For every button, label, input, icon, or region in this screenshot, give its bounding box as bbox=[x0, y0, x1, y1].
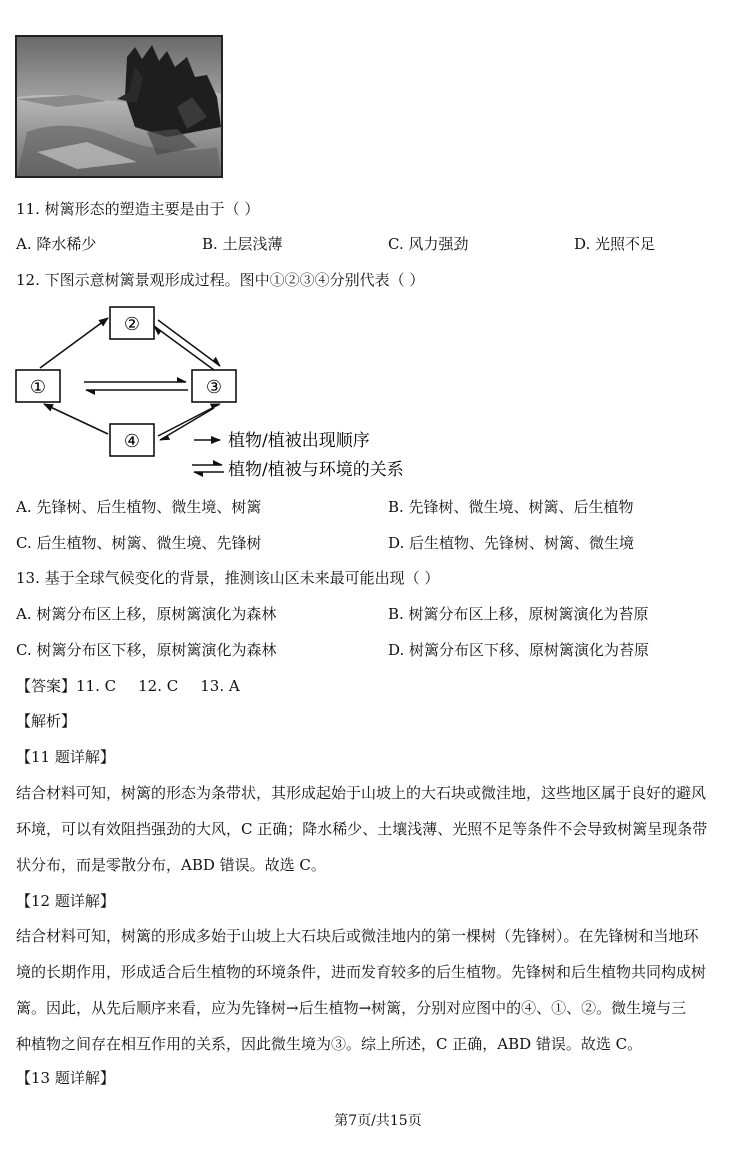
answer-11: 11. C bbox=[76, 677, 117, 695]
q12-option-a: A. 先锋树、后生植物、微生境、树篱 bbox=[16, 498, 262, 516]
q11-option-d: D. 光照不足 bbox=[574, 235, 656, 253]
question-12-stem: 12. 下图示意树篱景观形成过程。图中①②③④分别代表（ ） bbox=[16, 271, 425, 289]
node-label-4: ④ bbox=[123, 431, 141, 452]
node-label-1: ① bbox=[29, 377, 47, 398]
arrow-4-to-1 bbox=[44, 404, 108, 434]
q12-option-c: C. 后生植物、树篱、微生境、先锋树 bbox=[16, 534, 262, 552]
hedgerow-photo-image bbox=[17, 37, 221, 176]
legend-relation-label: 植物/植被与环境的关系 bbox=[228, 460, 404, 480]
detail-11-body bbox=[16, 775, 752, 883]
arrow-1-to-2 bbox=[40, 318, 108, 368]
detail-12-line-1: 结合材料可知，树篱的形成多始于山坡上大石块后或微洼地内的第一棵树（先锋树）。在先锋树和当地环 bbox=[16, 927, 699, 945]
detail-11-title: 【11 题详解】 bbox=[16, 748, 115, 766]
q11-option-b: B. 土层浅薄 bbox=[202, 235, 283, 253]
answer-13: 13. A bbox=[200, 677, 240, 695]
landscape-photo bbox=[15, 35, 223, 178]
answer-label: 【答案】 bbox=[16, 677, 77, 695]
q13-option-c: C. 树篱分布区下移，原树篱演化为森林 bbox=[16, 641, 277, 659]
q11-option-a: A. 降水稀少 bbox=[16, 235, 97, 253]
q13-option-a: A. 树篱分布区上移，原树篱演化为森林 bbox=[16, 605, 277, 623]
detail-12-title: 【12 题详解】 bbox=[16, 892, 115, 910]
relation-4-to-3 bbox=[158, 404, 220, 436]
q12-option-b: B. 先锋树、微生境、树篱、后生植物 bbox=[388, 498, 634, 516]
q13-option-d: D. 树篱分布区下移、原树篱演化为苔原 bbox=[388, 641, 650, 659]
legend-sequence-label: 植物/植被出现顺序 bbox=[228, 431, 370, 451]
detail-12-line-4: 种植物之间存在相互作用的关系，因此微生境为③。综上所述，C 正确，ABD 错误。故选 C。 bbox=[16, 1035, 643, 1053]
detail-11-line-3: 状分布，而是零散分布，ABD 错误。故选 C。 bbox=[16, 856, 326, 874]
detail-12-line-2: 境的长期作用，形成适合后生植物的环境条件，进而发育较多的后生植物。先锋树和后生植物共同构成树 bbox=[16, 963, 707, 981]
answer-line bbox=[16, 676, 240, 696]
relation-3-to-4 bbox=[160, 408, 214, 440]
detail-12-body bbox=[16, 918, 752, 1062]
relation-2-to-3 bbox=[158, 320, 220, 366]
detail-12-line-3: 篱。因此，从先后顺序来看，应为先锋树→后生植物→树篱，分别对应图中的④、①、②。微生境与三 bbox=[16, 999, 687, 1017]
detail-11-line-2: 环境，可以有效阻挡强劲的大风，C 正确；降水稀少、土壤浅薄、光照不足等条件不会导致树篱呈现条带 bbox=[16, 820, 708, 838]
answer-12: 12. C bbox=[138, 677, 179, 695]
hedgerow-formation-diagram bbox=[14, 300, 434, 490]
detail-13-title: 【13 题详解】 bbox=[16, 1069, 115, 1087]
node-label-2: ② bbox=[123, 314, 141, 335]
node-label-3: ③ bbox=[205, 377, 223, 398]
analysis-title: 【解析】 bbox=[16, 712, 77, 730]
relation-3-to-2 bbox=[154, 326, 214, 370]
question-13-stem: 13. 基于全球气候变化的背景，推测该山区未来最可能出现（ ） bbox=[16, 569, 440, 587]
q12-option-d: D. 后生植物、先锋树、树篱、微生境 bbox=[388, 534, 635, 552]
page-number: 第7页/共15页 bbox=[334, 1113, 422, 1129]
detail-11-line-1: 结合材料可知，树篱的形态为条带状，其形成起始于山坡上的大石块或微洼地，这些地区属于良好的避风 bbox=[16, 784, 707, 802]
q11-option-c: C. 风力强劲 bbox=[388, 235, 469, 253]
question-11-stem: 11. 树篱形态的塑造主要是由于（ ） bbox=[16, 200, 260, 218]
q13-option-b: B. 树篱分布区上移，原树篱演化为苔原 bbox=[388, 605, 649, 623]
